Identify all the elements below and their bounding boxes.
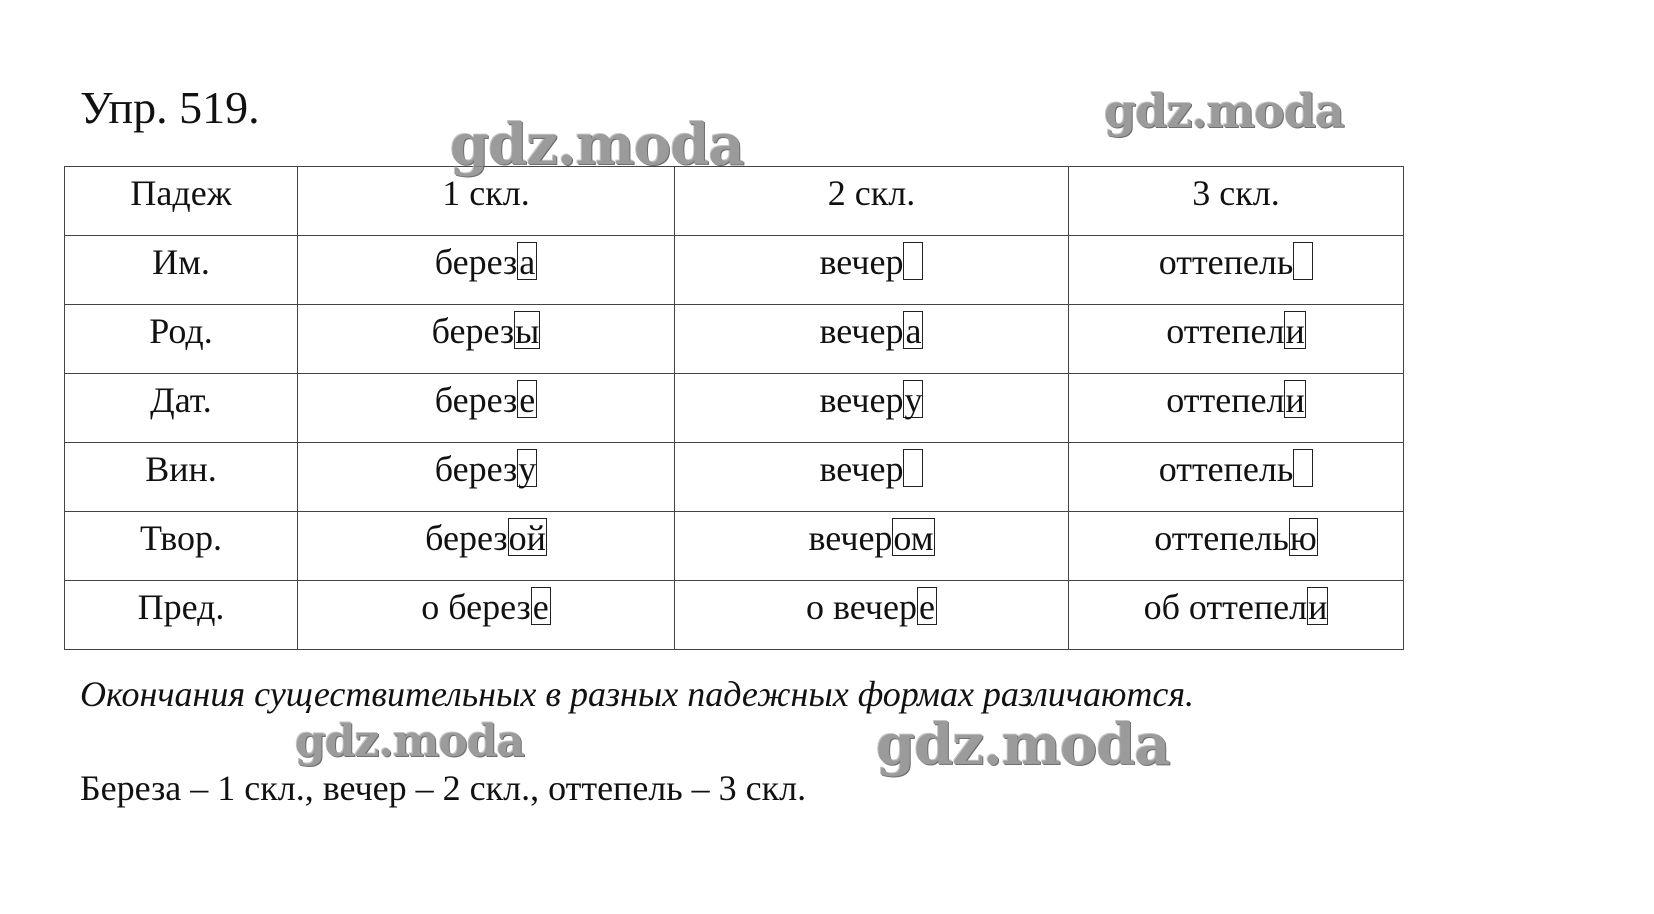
- ending-box: и: [1285, 380, 1305, 420]
- word-stem: вечер: [819, 242, 904, 282]
- word-cell: [675, 581, 1069, 650]
- ending-box: [903, 242, 923, 280]
- ending-box: ой: [508, 518, 546, 558]
- word-cell: [1069, 374, 1404, 443]
- ending-box: ю: [1289, 518, 1317, 558]
- word-stem: оттепель: [1158, 449, 1294, 489]
- ending-box: и: [1308, 587, 1328, 627]
- ending-box: у: [518, 449, 537, 489]
- word-stem: о вечер: [806, 587, 917, 627]
- word-stem: берез: [434, 242, 518, 282]
- ending-box: [1293, 242, 1313, 280]
- word-cell: [675, 374, 1069, 443]
- word-cell: [1069, 581, 1404, 650]
- watermark-logo: gdz.moda: [450, 112, 744, 178]
- ending-box: и: [1285, 311, 1305, 351]
- word-cell: [298, 374, 675, 443]
- header-declension-2: 2 скл.: [675, 167, 1069, 236]
- header-case: Падеж: [65, 167, 298, 236]
- ending-box: е: [917, 587, 937, 625]
- ending-box: у: [904, 380, 923, 420]
- header-declension-3: 3 скл.: [1069, 167, 1404, 236]
- word-cell: [298, 443, 675, 512]
- ending-box: ом: [893, 518, 934, 558]
- word-cell: [298, 581, 675, 650]
- word-stem: оттепель: [1158, 242, 1294, 282]
- word-cell: [1069, 236, 1404, 305]
- ending-box: е: [531, 587, 551, 625]
- table-row: [65, 581, 1404, 650]
- word-stem: берез: [434, 449, 518, 489]
- word-cell: [298, 236, 675, 305]
- table-header-row: [65, 167, 1404, 236]
- word-stem: берез: [434, 380, 518, 420]
- word-stem: оттепел: [1166, 380, 1285, 420]
- case-label: Дат.: [65, 374, 298, 443]
- declension-table: [64, 166, 1404, 650]
- case-label: Вин.: [65, 443, 298, 512]
- word-stem: берез: [425, 518, 508, 558]
- case-label: Им.: [65, 236, 298, 305]
- word-stem: вечер: [819, 449, 904, 489]
- table-row: [65, 374, 1404, 443]
- conclusion-text: Окончания существительных в разных падежных формах различаются.: [80, 674, 1195, 714]
- ending-box: а: [517, 242, 537, 280]
- word-stem: об оттепел: [1143, 587, 1308, 627]
- word-cell: [298, 512, 675, 581]
- watermark-logo: gdz.moda: [1104, 84, 1344, 138]
- word-cell: [1069, 512, 1404, 581]
- word-stem: вечер: [819, 380, 904, 420]
- case-label: Пред.: [65, 581, 298, 650]
- ending-box: [1293, 449, 1313, 487]
- word-cell: [675, 305, 1069, 374]
- exercise-title: Упр. 519.: [80, 82, 260, 133]
- ending-box: е: [517, 380, 537, 418]
- ending-box: [903, 449, 923, 487]
- table-row: [65, 512, 1404, 581]
- table-row: [65, 443, 1404, 512]
- ending-box: а: [903, 311, 923, 349]
- case-label: Твор.: [65, 512, 298, 581]
- word-stem: вечер: [819, 311, 904, 351]
- word-cell: [1069, 305, 1404, 374]
- word-stem: о берез: [421, 587, 531, 627]
- table-row: [65, 236, 1404, 305]
- case-label: Род.: [65, 305, 298, 374]
- word-stem: берез: [431, 311, 515, 351]
- watermark-logo: gdz.moda: [295, 716, 525, 767]
- word-cell: [1069, 443, 1404, 512]
- word-cell: [675, 512, 1069, 581]
- word-stem: оттепель: [1154, 518, 1289, 558]
- watermark-logo: gdz.moda: [876, 712, 1170, 778]
- table-row: [65, 305, 1404, 374]
- summary-text: Береза – 1 скл., вечер – 2 скл., оттепель – 3 скл.: [80, 768, 807, 808]
- header-declension-1: 1 скл.: [298, 167, 675, 236]
- ending-box: ы: [515, 311, 540, 351]
- word-cell: [298, 305, 675, 374]
- word-stem: оттепел: [1166, 311, 1285, 351]
- word-stem: вечер: [808, 518, 893, 558]
- word-cell: [675, 236, 1069, 305]
- word-cell: [675, 443, 1069, 512]
